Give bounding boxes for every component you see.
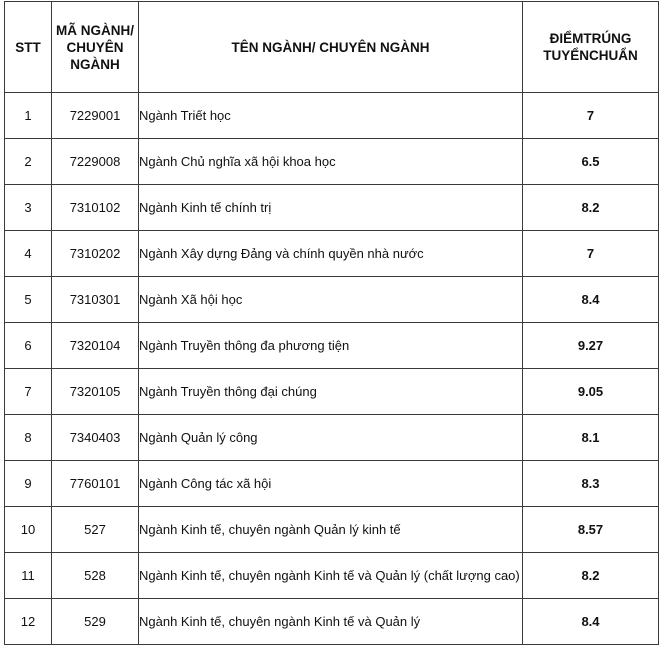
row-major-code: 7320104	[52, 323, 139, 369]
row-major-code: 7310202	[52, 231, 139, 277]
row-stt: 6	[5, 323, 52, 369]
row-major-code: 7340403	[52, 415, 139, 461]
row-stt: 2	[5, 139, 52, 185]
row-standard-score: 7	[523, 93, 659, 139]
row-major-name: Ngành Kinh tế, chuyên ngành Kinh tế và Quản lý (chất lượng cao)	[139, 553, 523, 599]
row-standard-score: 9.05	[523, 369, 659, 415]
row-stt: 9	[5, 461, 52, 507]
row-standard-score: 7	[523, 231, 659, 277]
row-standard-score: 8.3	[523, 461, 659, 507]
row-major-code: 7229001	[52, 93, 139, 139]
row-major-code: 7310102	[52, 185, 139, 231]
row-major-code: 7320105	[52, 369, 139, 415]
row-stt: 1	[5, 93, 52, 139]
table-row	[5, 599, 659, 645]
row-major-name: Ngành Truyền thông đa phương tiện	[139, 323, 523, 369]
table-row	[5, 507, 659, 553]
row-standard-score: 8.1	[523, 415, 659, 461]
row-major-name: Ngành Quản lý công	[139, 415, 523, 461]
header-major-code: MÃ NGÀNH/ CHUYÊN NGÀNH	[52, 2, 139, 93]
table-row	[5, 277, 659, 323]
header-stt: STT	[5, 2, 52, 93]
row-major-code: 7229008	[52, 139, 139, 185]
row-major-name: Ngành Triết học	[139, 93, 523, 139]
row-standard-score: 8.2	[523, 185, 659, 231]
row-standard-score: 8.57	[523, 507, 659, 553]
row-stt: 8	[5, 415, 52, 461]
row-major-name: Ngành Kinh tế, chuyên ngành Quản lý kinh tế	[139, 507, 523, 553]
row-stt: 5	[5, 277, 52, 323]
row-major-code: 528	[52, 553, 139, 599]
row-stt: 12	[5, 599, 52, 645]
table-row	[5, 185, 659, 231]
table-row	[5, 369, 659, 415]
row-stt: 7	[5, 369, 52, 415]
table-row	[5, 231, 659, 277]
row-major-name: Ngành Công tác xã hội	[139, 461, 523, 507]
row-stt: 4	[5, 231, 52, 277]
header-standard-score: ĐIỂMTRÚNG TUYỂNCHUẨN	[523, 2, 659, 93]
admission-scores-table	[4, 1, 659, 645]
row-stt: 11	[5, 553, 52, 599]
table-row	[5, 139, 659, 185]
row-major-name: Ngành Chủ nghĩa xã hội khoa học	[139, 139, 523, 185]
row-stt: 10	[5, 507, 52, 553]
row-major-name: Ngành Truyền thông đại chúng	[139, 369, 523, 415]
row-major-name: Ngành Xây dựng Đảng và chính quyền nhà nước	[139, 231, 523, 277]
row-major-code: 7310301	[52, 277, 139, 323]
table-header-row	[5, 2, 659, 93]
row-major-name: Ngành Xã hội học	[139, 277, 523, 323]
table-row	[5, 461, 659, 507]
row-standard-score: 8.2	[523, 553, 659, 599]
row-standard-score: 8.4	[523, 277, 659, 323]
header-major-name: TÊN NGÀNH/ CHUYÊN NGÀNH	[139, 2, 523, 93]
row-major-name: Ngành Kinh tế, chuyên ngành Kinh tế và Quản lý	[139, 599, 523, 645]
row-standard-score: 6.5	[523, 139, 659, 185]
table-row	[5, 415, 659, 461]
row-standard-score: 8.4	[523, 599, 659, 645]
row-standard-score: 9.27	[523, 323, 659, 369]
table-row	[5, 93, 659, 139]
row-major-name: Ngành Kinh tế chính trị	[139, 185, 523, 231]
table-row	[5, 553, 659, 599]
table-row	[5, 323, 659, 369]
row-major-code: 527	[52, 507, 139, 553]
row-major-code: 7760101	[52, 461, 139, 507]
row-stt: 3	[5, 185, 52, 231]
row-major-code: 529	[52, 599, 139, 645]
